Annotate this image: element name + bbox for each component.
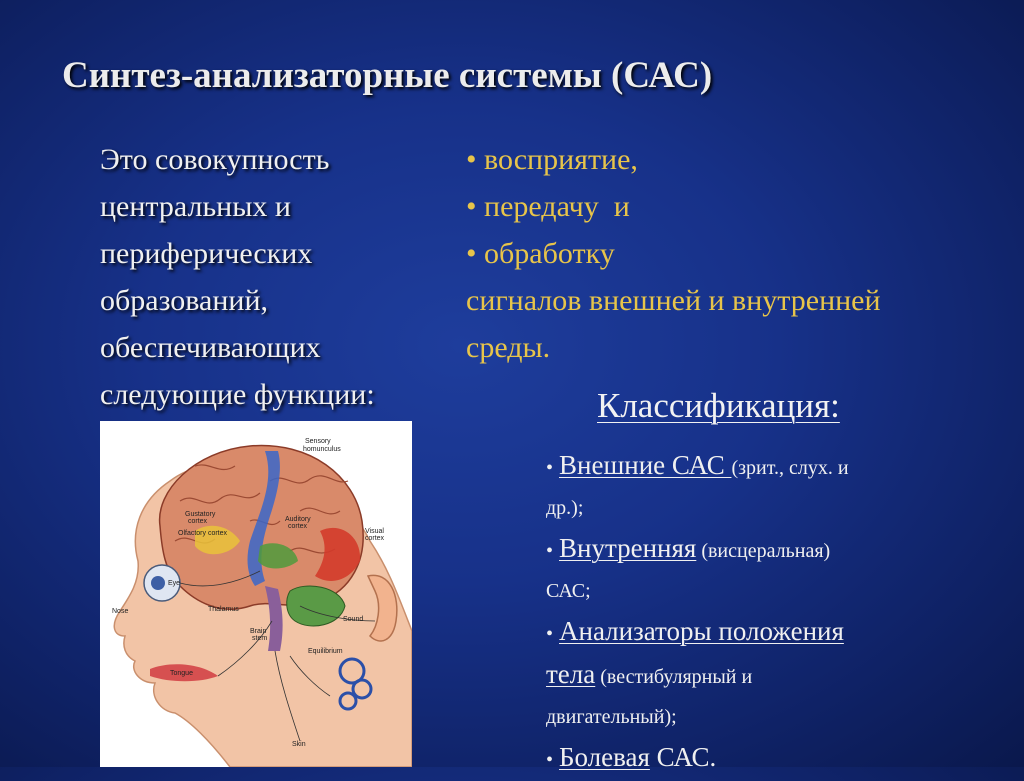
classification-link[interactable]: Внешние САС [559, 450, 732, 480]
brain-illustration [100, 421, 412, 767]
function-label: восприятие, [484, 143, 638, 176]
classification-link[interactable]: Болевая [559, 742, 650, 772]
bullet-icon: • [546, 623, 554, 645]
intro-line: следующие функции: [100, 378, 375, 411]
label-auditory: Auditory [285, 516, 311, 523]
label-visual: Visual [365, 528, 384, 535]
classification-detail: САС. [649, 742, 717, 772]
classification-detail: САС; [546, 580, 591, 602]
function-label: обработку [484, 237, 615, 270]
functions-tail-line: среды. [466, 331, 551, 364]
classification-item-position [546, 612, 1016, 738]
label-brain: Brain [250, 628, 267, 635]
label-nose: Nose [112, 608, 129, 615]
intro-line: периферических [100, 237, 313, 270]
classification-item-external [546, 446, 1016, 529]
slide-title: Синтез-анализаторные системы (САС) [62, 55, 713, 96]
label-sound: Sound [343, 616, 364, 623]
label-visual-cortex: cortex [365, 535, 385, 542]
classification-item-pain [546, 738, 1016, 781]
function-item [466, 183, 1016, 230]
classification-link[interactable]: Анализаторы положения [559, 616, 844, 646]
classification-detail: (висцеральная) [696, 540, 831, 562]
label-brain-stem: stem [252, 635, 268, 642]
classification-detail: др.); [546, 497, 584, 519]
function-item [466, 230, 1016, 277]
bullet-icon: • [546, 540, 554, 562]
intro-line: Это совокупность [100, 143, 330, 176]
label-tongue: Tongue [170, 670, 193, 677]
classification-detail: (зрит., слух. и [731, 457, 849, 479]
function-item [466, 136, 1016, 183]
bullet-icon: • [546, 457, 554, 479]
label-auditory-cortex: cortex [288, 523, 308, 530]
bullet-icon: • [546, 749, 554, 771]
label-eye: Eye [168, 580, 181, 587]
label-homunculus: homunculus [303, 446, 341, 453]
bullet-icon: • [466, 190, 477, 223]
label-sensory: Sensory [305, 438, 331, 445]
intro-line: обеспечивающих [100, 331, 321, 364]
classification-detail: двигательный); [546, 706, 677, 728]
classification-link[interactable]: тела [546, 659, 596, 689]
intro-line: образований, [100, 284, 269, 317]
bullet-icon: • [466, 237, 477, 270]
label-gustatory: Gustatory [185, 511, 216, 518]
functions-list [466, 136, 1016, 371]
functions-tail-line: сигналов внешней и внутренней [466, 284, 881, 317]
iris [151, 576, 165, 590]
brain-anatomy-icon [100, 421, 412, 767]
classification-detail: (вестибулярный и [595, 666, 753, 688]
classification-link[interactable]: Внутренняя [559, 533, 697, 563]
function-label: передачу и [484, 190, 630, 223]
label-thalamus: Thalamus [208, 606, 239, 613]
label-skin: Skin [292, 741, 306, 748]
intro-text [100, 136, 460, 418]
label-equilibrium: Equilibrium [308, 648, 343, 655]
classification-heading: Классификация: [597, 386, 840, 425]
classification-item-internal [546, 529, 1016, 612]
intro-line: центральных и [100, 190, 291, 223]
bullet-icon: • [466, 143, 477, 176]
label-gustatory-cortex: cortex [188, 518, 208, 525]
label-olfactory: Olfactory cortex [178, 530, 228, 537]
classification-list [546, 446, 1016, 781]
